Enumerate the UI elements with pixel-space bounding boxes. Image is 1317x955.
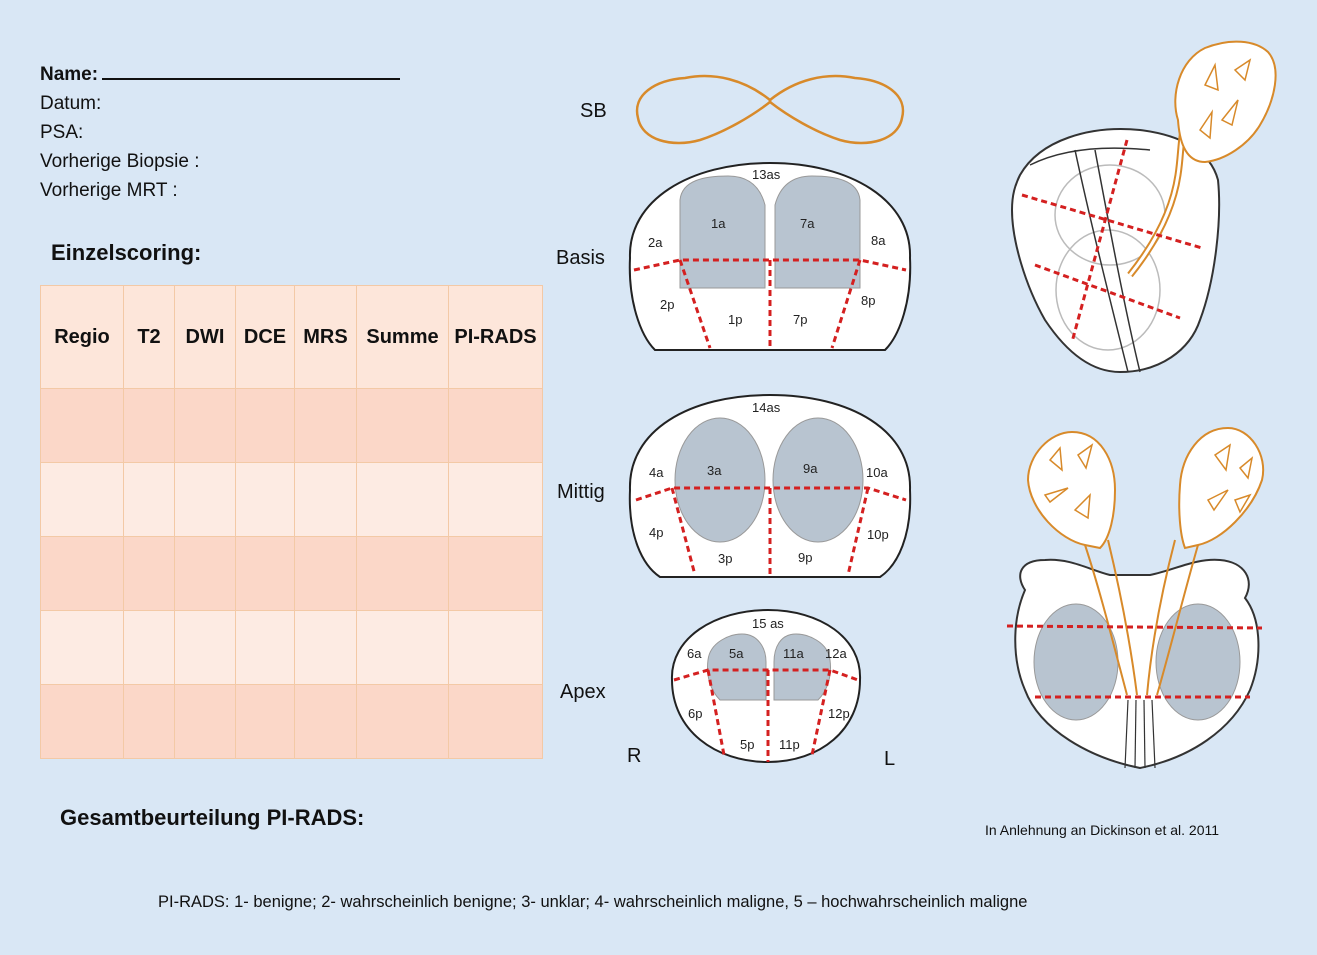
col-dce: DCE: [236, 286, 295, 389]
seg-6p: 6p: [688, 706, 703, 721]
seg-2p: 2p: [660, 297, 675, 312]
seg-3p: 3p: [718, 551, 733, 566]
seg-2a: 2a: [648, 235, 663, 250]
seg-10a: 10a: [866, 465, 888, 480]
seg-5a: 5a: [729, 646, 744, 661]
label-sb: SB: [580, 100, 607, 122]
seg-6a: 6a: [687, 646, 702, 661]
seg-1a: 1a: [711, 216, 726, 231]
name-label: Name:: [40, 64, 99, 85]
biopsie-label: Vorherige Biopsie :: [40, 151, 200, 172]
seg-1p: 1p: [728, 312, 743, 327]
psa-label: PSA:: [40, 122, 84, 143]
mrt-label: Vorherige MRT :: [40, 180, 178, 201]
einzelscoring-title: Einzelscoring:: [51, 240, 202, 265]
seminal-vesicles: [637, 76, 903, 143]
label-apex: Apex: [560, 681, 606, 703]
citation: In Anlehnung an Dickinson et al. 2011: [985, 822, 1220, 838]
col-regio: Regio: [41, 286, 124, 389]
label-mittig: Mittig: [557, 481, 605, 503]
seg-11a: 11a: [783, 646, 804, 661]
col-summe: Summe: [357, 286, 449, 389]
seg-4p: 4p: [649, 525, 664, 540]
col-dwi: DWI: [175, 286, 236, 389]
seg-7p: 7p: [793, 312, 808, 327]
datum-label: Datum:: [40, 93, 102, 114]
seg-11p: 11p: [779, 737, 800, 752]
basis-section: [630, 163, 910, 350]
apex-section: [672, 610, 860, 762]
seg-15as: 15 as: [752, 616, 784, 631]
seg-9a: 9a: [803, 461, 818, 476]
sagittal-view: [1012, 42, 1276, 372]
col-pirads: PI-RADS: [449, 286, 543, 389]
gesamtbeurteilung-title: Gesamtbeurteilung PI-RADS:: [60, 805, 365, 830]
col-mrs: MRS: [295, 286, 357, 389]
col-t2: T2: [124, 286, 175, 389]
mittig-section: [630, 395, 910, 577]
seg-9p: 9p: [798, 550, 813, 565]
seg-10p: 10p: [867, 527, 889, 542]
seg-8a: 8a: [871, 233, 886, 248]
seg-8p: 8p: [861, 293, 876, 308]
coronal-view: [1007, 428, 1263, 768]
label-basis: Basis: [556, 247, 605, 269]
pirads-legend: PI-RADS: 1- benigne; 2- wahrscheinlich benigne; 3- unklar; 4- wahrscheinlich maligne, 5 – hochwahrscheinlich maligne: [158, 893, 1028, 911]
seg-12p: 12p: [828, 706, 850, 721]
seg-7a: 7a: [800, 216, 815, 231]
seg-13as: 13as: [752, 167, 781, 182]
seg-14as: 14as: [752, 400, 781, 415]
seg-5p: 5p: [740, 737, 755, 752]
seg-12a: 12a: [825, 646, 847, 661]
seg-4a: 4a: [649, 465, 664, 480]
label-left: L: [884, 748, 896, 770]
label-right: R: [627, 745, 642, 767]
seg-3a: 3a: [707, 463, 722, 478]
